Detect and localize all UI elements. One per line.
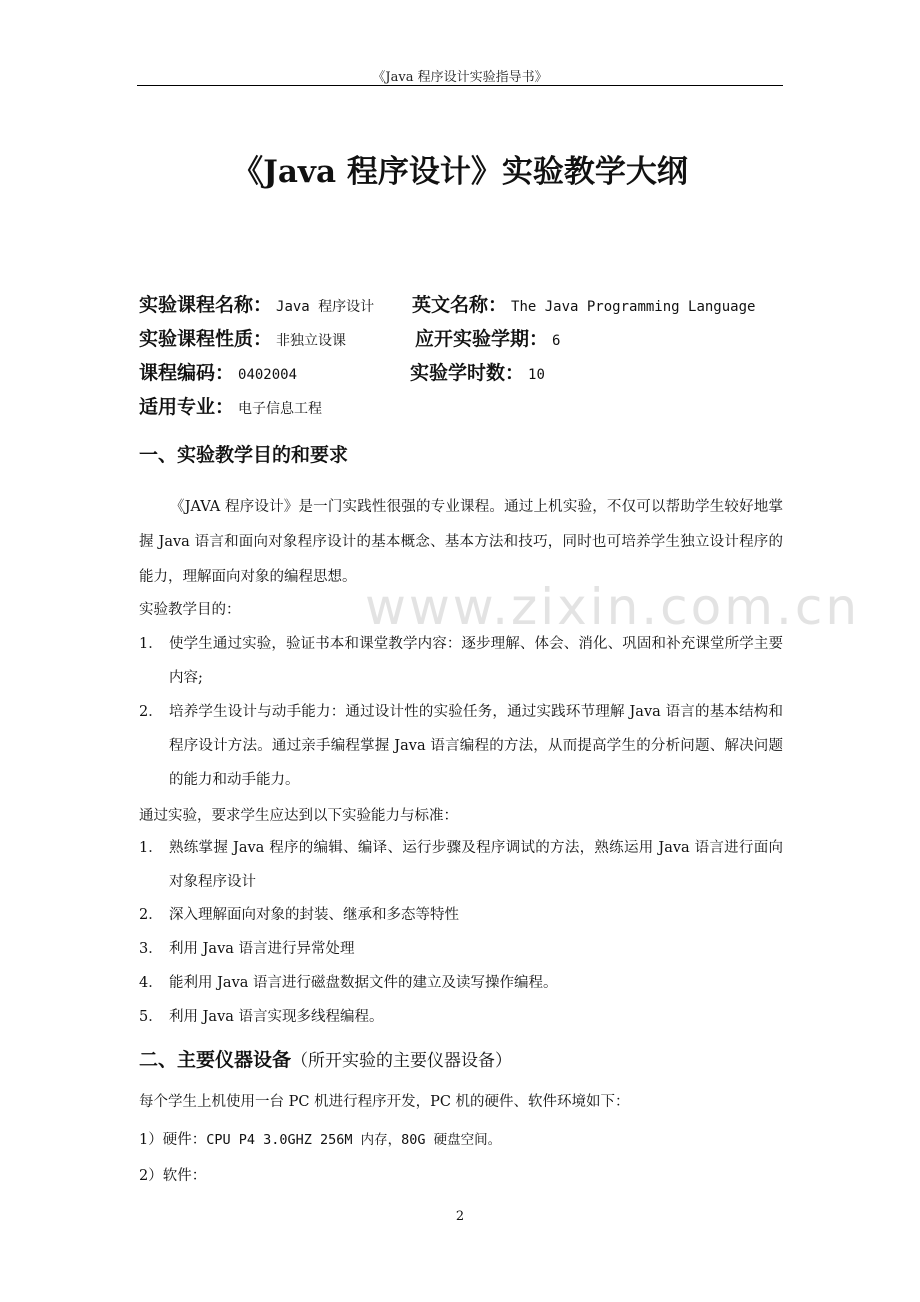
- goals-label: 实验教学目的：: [139, 602, 241, 618]
- course-name-label: 实验课程名称：: [139, 294, 273, 316]
- equipment-intro: 每个学生上机使用一台 PC 机进行程序开发，PC 机的硬件、软件环境如下：: [139, 1094, 630, 1110]
- software-line: 2）软件：: [139, 1168, 207, 1184]
- document-title: 《Java 程序设计》实验教学大纲: [232, 154, 688, 190]
- requirement-item-2-text: 深入理解面向对象的封装、继承和多态等特性: [169, 907, 459, 923]
- major-field: [139, 392, 322, 419]
- requirement-item-5-number: 5．: [139, 1009, 163, 1025]
- course-name-value: Java 程序设计: [276, 299, 375, 315]
- requirement-item-5: [139, 1000, 783, 1034]
- requirement-item-3-text: 利用 Java 语言进行异常处理: [169, 941, 355, 957]
- page-number: 2: [455, 1209, 465, 1224]
- requirement-item-5-text: 利用 Java 语言实现多线程编程。: [169, 1009, 384, 1025]
- requirement-item-2: [139, 898, 783, 932]
- section-2-heading: [139, 1045, 512, 1072]
- english-name-field: [412, 290, 755, 317]
- goal-item-2-text: 培养学生设计与动手能力：通过设计性的实验任务，通过实践环节理解 Java 语言的基本结构和程序设计方法。通过亲手编程掌握 Java 语言编程的方法，从而提高学生的分析问题、解决问题的能力和动手能力。: [169, 704, 783, 788]
- hours-label: 实验学时数：: [410, 362, 525, 384]
- requirement-item-1-number: 1．: [139, 840, 163, 856]
- course-name-field: [139, 290, 374, 317]
- section-1-intro-paragraph: 《JAVA 程序设计》是一门实践性很强的专业课程。通过上机实验，不仅可以帮助学生较好地掌握 Java 语言和面向对象程序设计的基本概念、基本方法和技巧，同时也可培养学生独立设计程序的能力，理解面向对象的编程思想。: [139, 499, 783, 585]
- semester-value: 6: [552, 333, 561, 349]
- requirement-item-1-text: 熟练掌握 Java 程序的编辑、编译、运行步骤及程序调试的方法，熟练运用 Java 语言进行面向对象程序设计: [169, 840, 783, 890]
- course-code-value: 0402004: [238, 367, 298, 383]
- section-2-heading-note: （所开实验的主要仪器设备）: [291, 1051, 513, 1071]
- semester-field: [415, 324, 560, 351]
- goal-item-1-number: 1．: [139, 636, 163, 652]
- goal-item-1-text: 使学生通过实验，验证书本和课堂教学内容：逐步理解、体会、消化、巩固和补充课堂所学主要内容;: [169, 636, 783, 686]
- course-nature-field: [139, 324, 346, 351]
- hardware-label: 1）硬件：: [139, 1132, 207, 1148]
- requirement-item-4: [139, 966, 783, 1000]
- goal-item-1: [139, 627, 783, 695]
- requirement-item-2-number: 2．: [139, 907, 163, 923]
- english-name-label: 英文名称：: [412, 294, 508, 316]
- semester-label: 应开实验学期：: [415, 328, 549, 350]
- requirement-item-4-number: 4．: [139, 975, 163, 991]
- hardware-line: [139, 1128, 501, 1149]
- goal-item-2: [139, 695, 783, 797]
- hours-field: [410, 358, 545, 385]
- requirement-item-4-text: 能利用 Java 语言进行磁盘数据文件的建立及读写操作编程。: [169, 975, 558, 991]
- requirement-item-1: [139, 831, 783, 899]
- major-label: 适用专业：: [139, 396, 235, 418]
- header-divider: [137, 85, 783, 86]
- running-header: 《Java 程序设计实验指导书》: [372, 70, 548, 85]
- section-2-heading-title: 二、主要仪器设备: [139, 1049, 292, 1071]
- goal-item-2-number: 2．: [139, 704, 163, 720]
- requirements-label: 通过实验，要求学生应达到以下实验能力与标准：: [139, 808, 458, 824]
- hours-value: 10: [528, 367, 545, 383]
- course-code-field: [139, 358, 297, 385]
- major-value: 电子信息工程: [238, 401, 323, 417]
- hardware-value: CPU P4 3.0GHZ 256M 内存，80G 硬盘空间。: [206, 1132, 502, 1148]
- course-code-label: 课程编码：: [139, 362, 235, 384]
- requirement-item-3-number: 3．: [139, 941, 163, 957]
- requirement-item-3: [139, 932, 783, 966]
- section-1-heading: 一、实验教学目的和要求: [139, 444, 349, 466]
- course-nature-value: 非独立设课: [276, 333, 347, 349]
- english-name-value: The Java Programming Language: [511, 299, 756, 315]
- course-nature-label: 实验课程性质：: [139, 328, 273, 350]
- watermark: www.zixin.com.cn: [365, 578, 861, 636]
